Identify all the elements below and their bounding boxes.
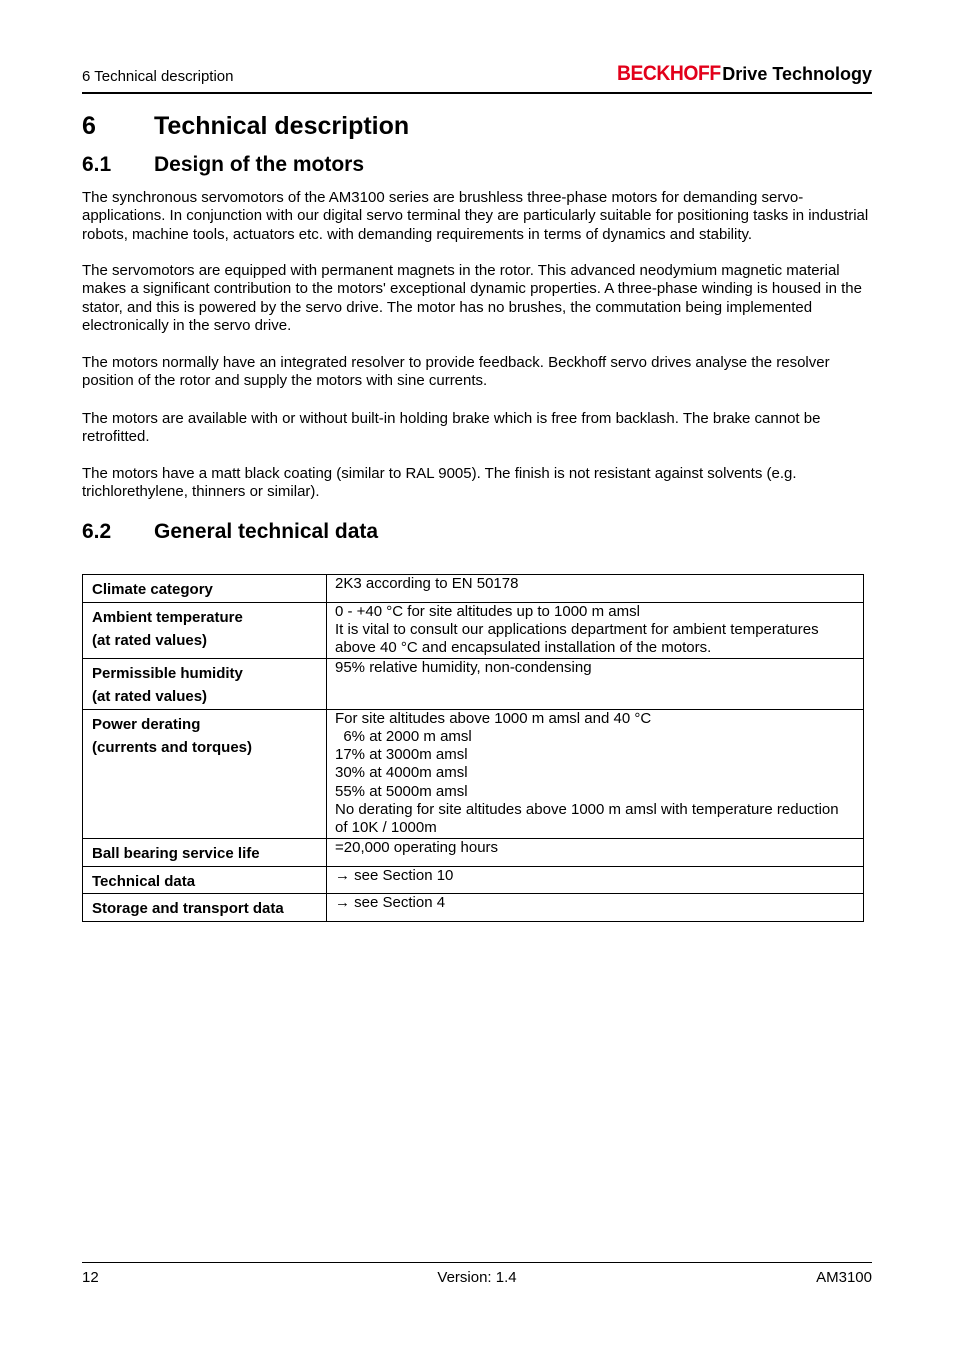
row-value-line: 17% at 3000m amsl	[335, 746, 468, 764]
page-header	[82, 62, 872, 94]
row-value-line: 30% at 4000m amsl	[335, 764, 468, 782]
beckhoff-logo: BECKHOFF	[616, 62, 721, 85]
brand-suffix: Drive Technology	[722, 64, 872, 84]
row-value	[327, 866, 864, 894]
table-row	[83, 866, 864, 894]
section-title: Design of the motors	[154, 153, 365, 176]
paragraph: The motors have a matt black coating (similar to RAL 9005). The finish is not resistant against solvents (e.g. trichlorethylene, thinners or similar).	[82, 465, 797, 501]
row-label-line: (at rated values)	[92, 632, 208, 649]
paragraph: The synchronous servomotors of the AM3100 series are brushless three-phase motors for demanding servo-applications. In conjunction with our digital servo terminal they are particularly suitable for positioning tasks in industrial robots, machine tools, actuators etc. with demanding requirements in terms of dynamics and stability.	[82, 189, 869, 243]
table-row	[83, 894, 864, 922]
row-value-line: 55% at 5000m amsl	[335, 782, 468, 800]
row-label-line: Ball bearing service life	[92, 844, 260, 862]
paragraph: The servomotors are equipped with permanent magnets in the rotor. This advanced neodymium magnetic material makes a significant contribution to the motors' exceptional dynamic properties. A three-phase winding is housed in the stator, and this is powered by the servo drive. The motor has no brushes, the commutation being implemented electronically in the servo drive.	[82, 262, 862, 334]
table-row	[83, 838, 864, 866]
row-value-line: → see Section 4	[335, 894, 446, 912]
section-title: General technical data	[154, 520, 379, 543]
row-value-line: It is vital to consult our applications department for ambient temperatures above 40 °C and encapsulated installation of the motors.	[335, 620, 823, 657]
page-footer	[82, 1262, 872, 1287]
table-row	[83, 602, 864, 658]
row-label	[83, 894, 327, 922]
row-value	[327, 709, 864, 838]
row-label-line: Permissible humidity	[92, 664, 243, 682]
brand	[608, 62, 872, 86]
footer-page-number: 12	[82, 1269, 99, 1286]
row-label-line: Technical data	[92, 872, 196, 890]
row-label	[83, 602, 327, 658]
row-label	[83, 838, 327, 866]
section-heading-6-1	[82, 153, 364, 177]
row-value	[327, 658, 864, 709]
chapter-number: 6	[82, 112, 96, 140]
header-section-title: 6 Technical description	[82, 68, 234, 85]
row-value	[327, 575, 864, 603]
row-value-line: → see Section 10	[335, 866, 454, 884]
section-number: 6.2	[82, 520, 112, 543]
paragraph: The motors are available with or without built-in holding brake which is free from backlash. The brake cannot be retrofitted.	[82, 410, 821, 446]
row-value-line: 6% at 2000 m amsl	[335, 727, 472, 745]
row-value	[327, 838, 864, 866]
row-label-line: Power derating	[92, 715, 201, 733]
row-value	[327, 602, 864, 658]
section-number: 6.1	[82, 153, 112, 176]
row-label-line: (at rated values)	[92, 688, 208, 705]
row-value	[327, 894, 864, 922]
chapter-title: Technical description	[154, 112, 410, 140]
row-label-line: Storage and transport data	[92, 900, 284, 918]
paragraph: The motors normally have an integrated resolver to provide feedback. Beckhoff servo drives analyse the resolver position of the rotor and supply the motors with sine currents.	[82, 354, 830, 390]
row-value-line: =20,000 operating hours	[335, 838, 499, 856]
row-label	[83, 709, 327, 838]
table-row	[83, 658, 864, 709]
row-label-line: (currents and torques)	[92, 739, 253, 756]
section-heading-6-2	[82, 520, 378, 544]
technical-data-table	[82, 574, 864, 922]
row-value-line: For site altitudes above 1000 m amsl and 40 °C	[335, 709, 652, 727]
table-row	[83, 709, 864, 838]
row-label	[83, 575, 327, 603]
row-label	[83, 866, 327, 894]
row-value-line: 2K3 according to EN 50178	[335, 575, 519, 592]
footer-product: AM3100	[816, 1269, 872, 1286]
footer-version: Version: 1.4	[437, 1269, 517, 1286]
table-row	[83, 575, 864, 603]
row-value-line: 0 - +40 °C for site altitudes up to 1000 m amsl	[335, 602, 640, 620]
row-label	[83, 658, 327, 709]
chapter-heading	[82, 112, 409, 141]
row-value-line: 95% relative humidity, non-condensing	[335, 658, 592, 676]
row-value-line: No derating for site altitudes above 1000 m amsl with temperature reduction of 10K / 1000m	[335, 800, 843, 837]
row-label-line: Climate category	[92, 581, 213, 598]
row-label-line: Ambient temperature	[92, 608, 243, 626]
